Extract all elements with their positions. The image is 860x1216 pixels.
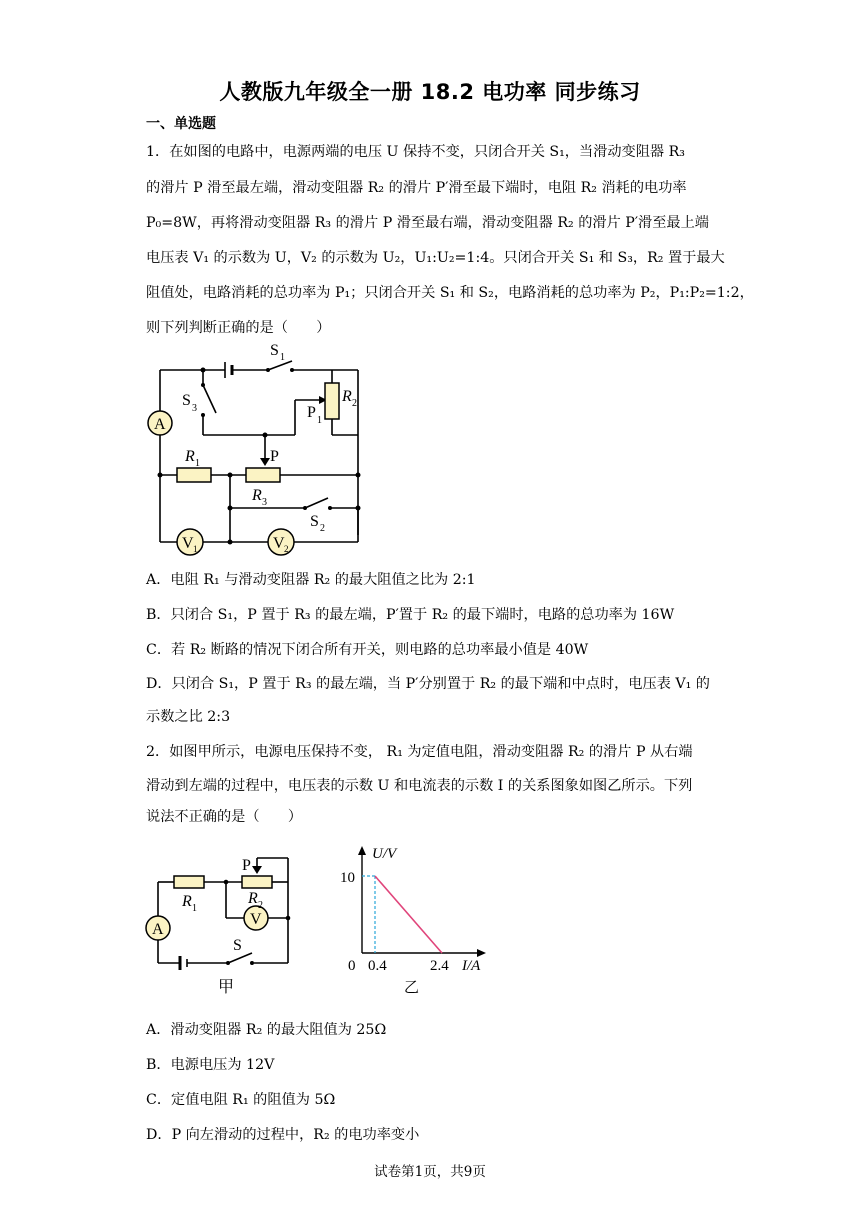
graph-xlabel: I/A <box>462 958 481 974</box>
q1-option-c[interactable]: C．若 R₂ 断路的情况下闭合所有开关，则电路的总功率最小值是 40W <box>146 642 589 658</box>
s3-label-sub: 3 <box>192 403 197 414</box>
q2-p-label: P <box>242 857 251 874</box>
graph-xtick-0-4: 0.4 <box>368 958 387 974</box>
page-title: 人教版九年级全一册 18.2 电功率 同步练习 <box>219 80 641 104</box>
p1-label: P <box>307 404 316 421</box>
q2-voltmeter-label: V <box>250 911 262 928</box>
q2-caption-yi: 乙 <box>404 980 420 996</box>
r1-label: R <box>185 448 195 465</box>
r2-label: R <box>342 388 352 405</box>
graph-xtick-2-4: 2.4 <box>430 958 449 974</box>
q1-option-d[interactable]: D．只闭合 S₁，P 置于 R₃ 的最左端，当 P′分别置于 R₂ 的最下端和中点时，电压表 V₁ 的 <box>146 676 710 692</box>
q2-option-b[interactable]: B．电源电压为 12V <box>146 1057 275 1073</box>
q2-option-a[interactable]: A．滑动变阻器 R₂ 的最大阻值为 25Ω <box>146 1022 387 1038</box>
q1-line-1: 1．在如图的电路中，电源两端的电压 U 保持不变，只闭合开关 S₁，当滑动变阻器 R₃ <box>146 144 685 160</box>
q1-line-2: 的滑片 P 滑至最左端，滑动变阻器 R₂ 的滑片 P′滑至最下端时，电阻 R₂ 消耗的电功率 <box>146 180 687 196</box>
q2-ammeter-label: A <box>152 921 164 938</box>
p1-label-sub: 1 <box>317 415 322 426</box>
graph-ylabel: U/V <box>372 846 397 862</box>
v2-label-sub: 2 <box>284 544 289 554</box>
q2-caption-jia: 甲 <box>218 979 235 996</box>
q2-line-1: 2．如图甲所示，电源电压保持不变， R₁ 为定值电阻，滑动变阻器 R₂ 的滑片 P 从右端 <box>146 744 693 760</box>
s2-label: S <box>310 513 319 530</box>
q2-r2-label: R <box>248 890 258 907</box>
s2-label-sub: 2 <box>320 523 325 534</box>
r3-label: R <box>252 487 262 504</box>
r2-label-sub: 2 <box>352 398 357 409</box>
q2-option-c[interactable]: C．定值电阻 R₁ 的阻值为 5Ω <box>146 1092 336 1108</box>
q1-option-d-cont: 示数之比 2:3 <box>146 709 231 725</box>
q1-line-6: 则下列判断正确的是（ ） <box>146 320 331 336</box>
q2-option-d[interactable]: D．P 向左滑动的过程中，R₂ 的电功率变小 <box>146 1127 420 1143</box>
v2-label: V <box>273 535 285 552</box>
q1-line-5: 阻值处，电路消耗的总功率为 P₁；只闭合开关 S₁ 和 S₂，电路消耗的总功率为 P₂，P₁:P₂=1:2， <box>146 285 754 301</box>
r1-label-sub: 1 <box>195 458 200 469</box>
p-label: P <box>270 448 279 465</box>
q2-r1-label-sub: 1 <box>192 903 197 914</box>
q2-r2-label-sub: 2 <box>258 900 263 911</box>
s1-label-sub: 1 <box>280 352 285 363</box>
graph-origin: 0 <box>348 958 356 974</box>
s3-label: S <box>182 392 191 409</box>
q2-r1-label: R <box>182 893 192 910</box>
graph-ytick-10: 10 <box>340 870 355 886</box>
page-footer: 试卷第1页，共9页 <box>374 1164 486 1180</box>
v1-label-sub: 1 <box>193 544 198 554</box>
q1-option-b[interactable]: B．只闭合 S₁，P 置于 R₃ 的最左端，P′置于 R₂ 的最下端时，电路的总功率为 16W <box>146 607 675 623</box>
s1-label: S <box>270 342 279 359</box>
r3-label-sub: 3 <box>262 497 267 508</box>
q1-circuit-diagram <box>140 335 380 560</box>
section-heading: 一、单选题 <box>146 116 216 132</box>
q2-line-2: 滑动到左端的过程中，电压表的示数 U 和电流表的示数 I 的关系图象如图乙所示。下列 <box>146 778 693 794</box>
q2-switch-label: S <box>233 937 242 954</box>
v1-label: V <box>182 535 194 552</box>
ammeter-label: A <box>154 416 166 433</box>
q1-line-3: P₀=8W，再将滑动变阻器 R₃ 的滑片 P 滑至最右端，滑动变阻器 R₂ 的滑片 P′滑至最上端 <box>146 215 709 231</box>
q2-circuit-diagram <box>140 840 310 1000</box>
q1-option-a[interactable]: A．电阻 R₁ 与滑动变阻器 R₂ 的最大阻值之比为 2:1 <box>146 572 476 588</box>
q2-line-3: 说法不正确的是（ ） <box>146 809 303 825</box>
q1-line-4: 电压表 V₁ 的示数为 U，V₂ 的示数为 U₂，U₁:U₂=1:4。只闭合开关 S₁ 和 S₃，R₂ 置于最大 <box>146 250 725 266</box>
q2-ui-graph <box>330 838 500 998</box>
